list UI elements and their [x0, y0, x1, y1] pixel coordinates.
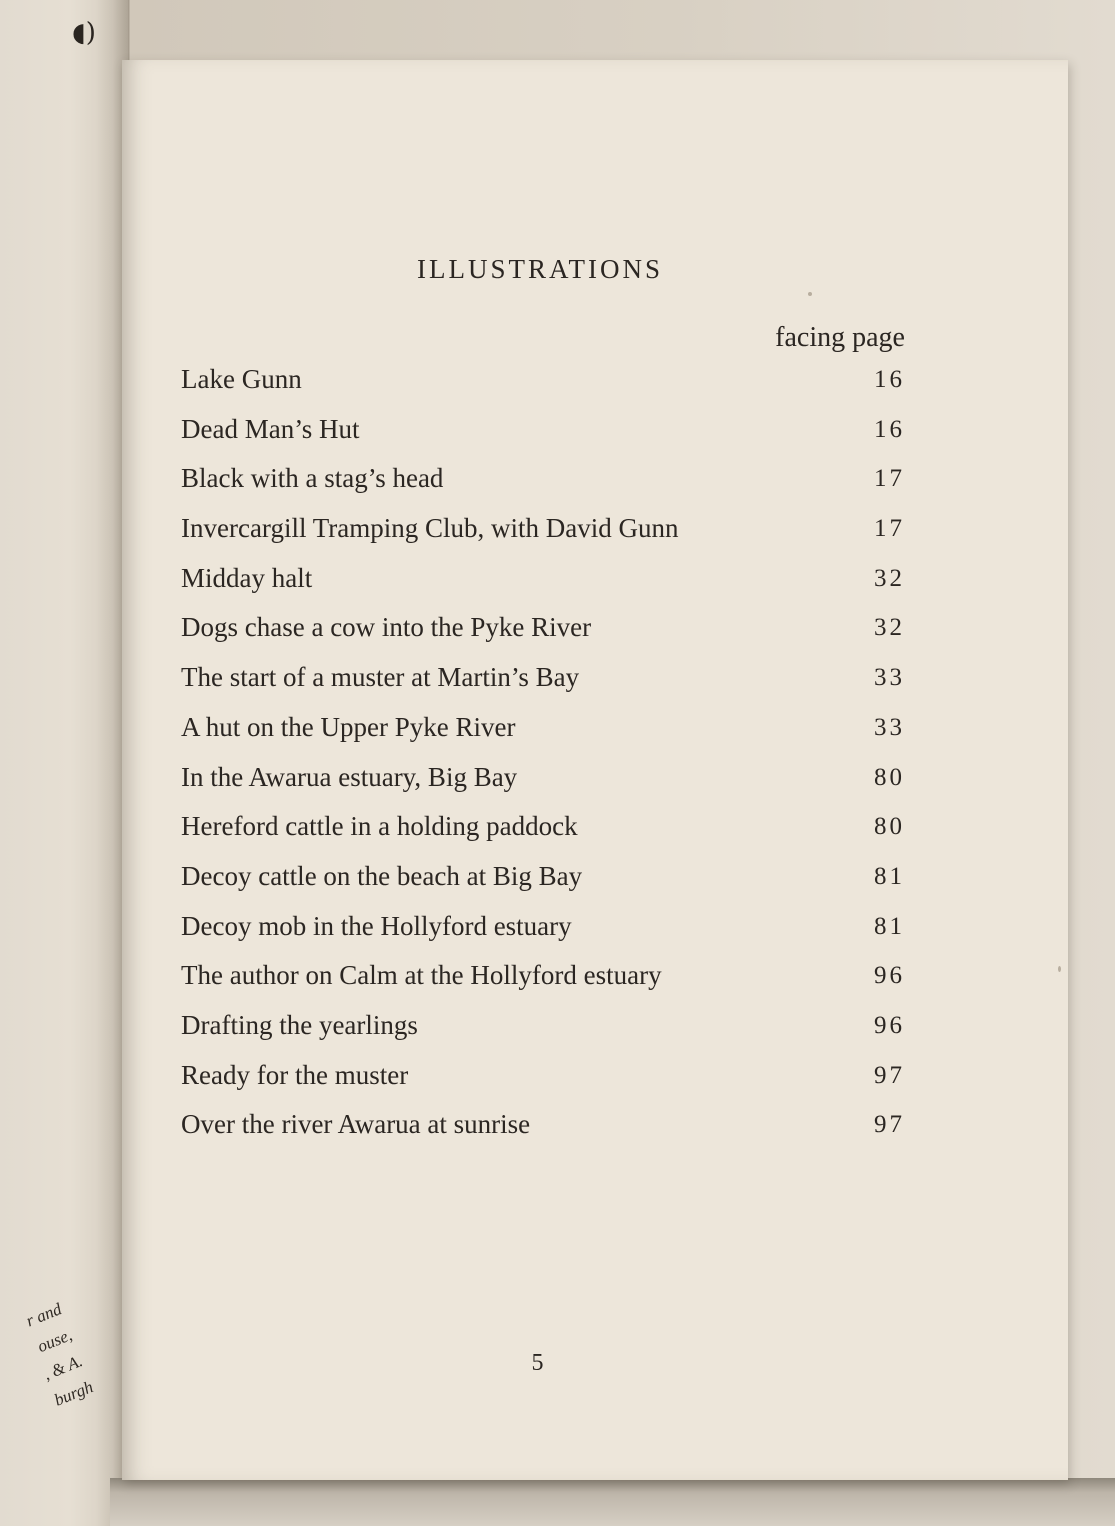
entry-page-number: 97	[874, 1061, 905, 1089]
entry-page-number: 97	[874, 1111, 905, 1139]
entry-page-number: 33	[874, 713, 905, 741]
illustrations-list	[181, 364, 905, 1159]
left-fragment-line: r and	[23, 1299, 65, 1331]
list-item	[181, 463, 905, 513]
entry-page-number: 32	[874, 564, 905, 592]
entry-title: In the Awarua estuary, Big Bay	[181, 761, 518, 792]
entry-page-number: 81	[874, 862, 905, 890]
left-fragment-line: , & A.	[40, 1351, 86, 1384]
list-item	[181, 1060, 905, 1110]
entry-page-number: 16	[874, 366, 905, 393]
entry-page-number: 17	[874, 515, 905, 543]
paper-speck	[1058, 966, 1061, 972]
entry-title: Dead Man’s Hut	[181, 413, 360, 444]
entry-title: Dogs chase a cow into the Pyke River	[181, 612, 592, 643]
entry-title: The author on Calm at the Hollyford estuary	[181, 960, 662, 991]
entry-title: Lake Gunn	[181, 364, 302, 394]
list-item	[181, 662, 905, 712]
list-item	[181, 712, 905, 762]
entry-page-number: 17	[874, 465, 905, 493]
list-item	[181, 1109, 905, 1159]
page-heading: ILLUSTRATIONS	[417, 254, 663, 284]
entry-title: Drafting the yearlings	[181, 1009, 418, 1040]
left-fragment-line: burgh	[51, 1377, 96, 1410]
list-item	[181, 960, 905, 1010]
list-item	[181, 414, 905, 464]
list-item	[181, 513, 905, 563]
paper-speck	[808, 292, 812, 296]
entry-page-number: 96	[874, 962, 905, 990]
list-item	[181, 811, 905, 861]
column-header-facing-page: facing page	[775, 322, 905, 353]
entry-page-number: 16	[874, 415, 905, 443]
list-item	[181, 612, 905, 662]
list-item	[181, 861, 905, 911]
entry-page-number: 33	[874, 664, 905, 692]
entry-title: The start of a muster at Martin’s Bay	[181, 662, 580, 693]
left-page	[0, 0, 129, 1526]
entry-title: Decoy mob in the Hollyford estuary	[181, 910, 572, 941]
page-number: 5	[531, 1350, 544, 1376]
entry-title: Ready for the muster	[181, 1059, 409, 1090]
entry-title: Midday halt	[181, 562, 313, 593]
list-item	[181, 762, 905, 812]
entry-page-number: 81	[874, 912, 905, 940]
entry-title: Invercargill Tramping Club, with David Gunn	[181, 513, 679, 544]
entry-title: Decoy cattle on the beach at Big Bay	[181, 860, 583, 891]
entry-page-number: 96	[874, 1011, 905, 1039]
entry-page-number: 80	[874, 813, 905, 841]
entry-title: Hereford cattle in a holding paddock	[181, 811, 578, 842]
list-item	[181, 911, 905, 961]
entry-title: Over the river Awarua at sunrise	[181, 1109, 531, 1140]
list-item	[181, 1010, 905, 1060]
entry-title: Black with a stag’s head	[181, 463, 444, 494]
list-item	[181, 364, 905, 414]
entry-page-number: 32	[874, 614, 905, 642]
left-fragment-line: ouse,	[34, 1325, 75, 1357]
page-stack-edge	[110, 1478, 1115, 1526]
list-item	[181, 563, 905, 613]
entry-title: A hut on the Upper Pyke River	[181, 711, 516, 742]
left-corner-mark: ◖)	[72, 18, 96, 48]
entry-page-number: 80	[874, 763, 905, 791]
